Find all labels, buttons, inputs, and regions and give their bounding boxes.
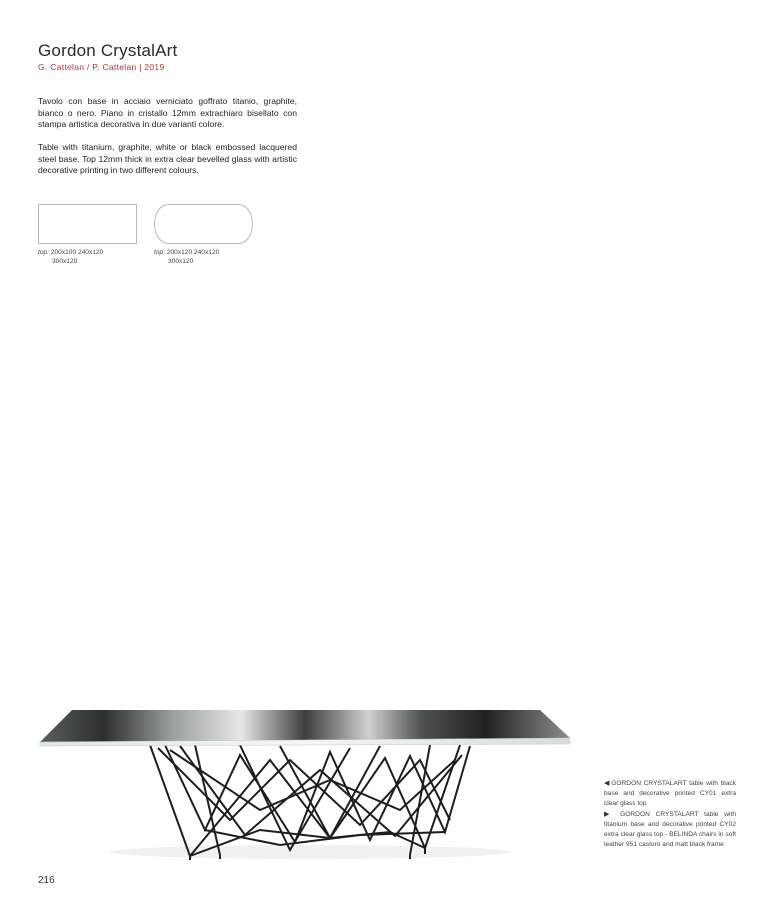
sizes-line-1: 200x120 240x120 — [166, 249, 220, 256]
caption-text: GORDON CRYSTALART table with titanium base and decorative printed CY02 extra clear glass top - BELINDA chairs in soft leather 951 castoro and matt black frame — [604, 810, 736, 849]
top-shape-rectangular — [38, 204, 137, 244]
product-title: Gordon CrystalArt — [38, 41, 178, 60]
designer-credit: G. Cattelan / P. Cattelan | 2019 — [38, 62, 165, 72]
top-label: top: — [154, 249, 165, 256]
description-italian: Tavolo con base in acciaio verniciato goffrato titanio, graphite, bianco o nero. Piano in cristallo 12mm extrachiaro bisellato con stampa artistica decorativa in due varianti colore. — [38, 96, 297, 129]
glass-top — [40, 710, 570, 742]
sizes-line-2: 300x120 — [52, 257, 78, 265]
sizes-line-2: 300x120 — [168, 257, 194, 265]
description-english: Table with titanium, graphite, white or black embossed lacquered steel base. Top 12mm thick in extra clear bevelled glass with artistic decorative printing in two different colours. — [38, 142, 297, 175]
caption-text: GORDON CRYSTALART table with black base and decorative printed CY01 extra clear glass top — [604, 780, 737, 808]
caption-left — [604, 779, 736, 810]
top-label: top: — [38, 249, 49, 256]
top-shape-rounded — [154, 204, 253, 244]
table-base — [150, 745, 470, 860]
top-sizes-rounded — [154, 249, 219, 266]
arrow-right-icon: ▶ — [604, 810, 614, 818]
table-photo — [30, 660, 590, 865]
caption-right — [604, 810, 736, 851]
arrow-left-icon: ◀ — [604, 780, 611, 787]
sizes-line-1: 200x100 240x120 — [50, 249, 104, 256]
top-sizes-rectangular — [38, 249, 103, 266]
page-number: 216 — [38, 875, 55, 886]
photo-caption — [604, 779, 736, 850]
